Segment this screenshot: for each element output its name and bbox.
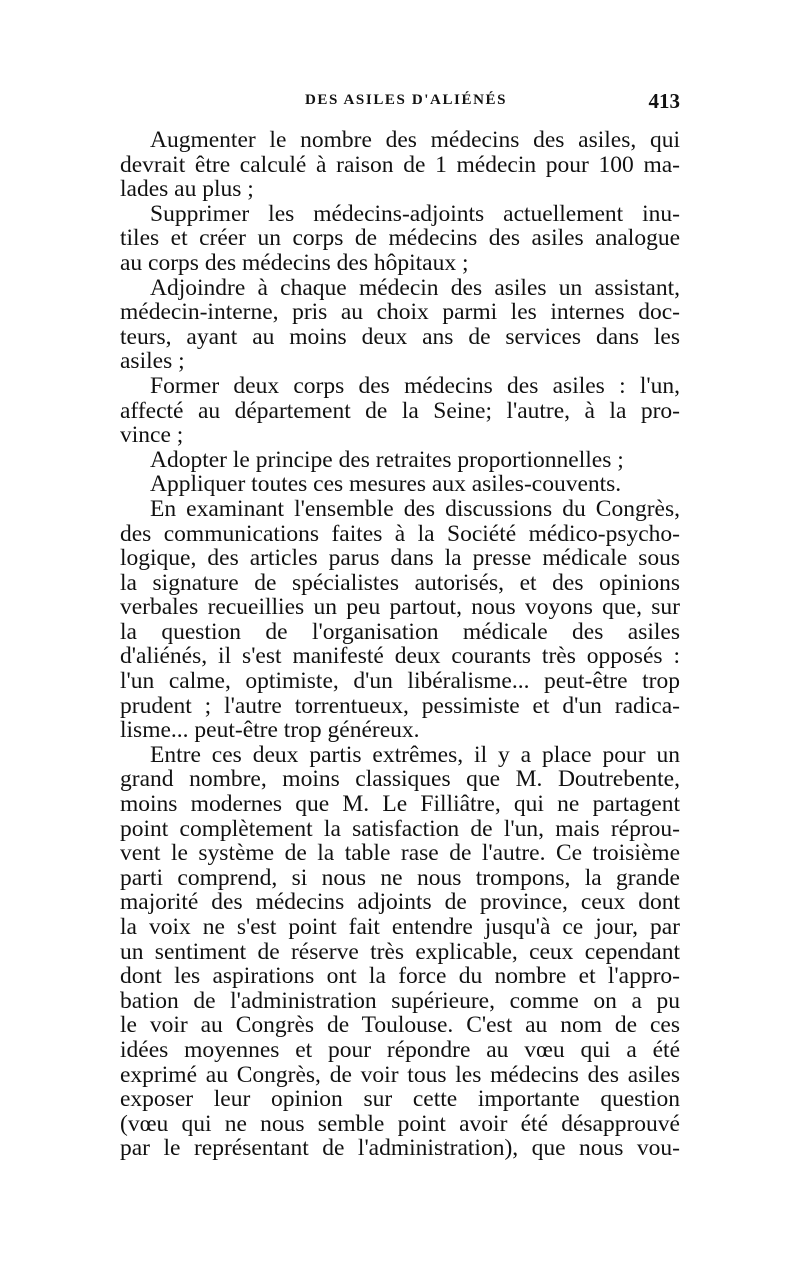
text-line: moins modernes que M. Le Filliâtre, qui ne partagent — [120, 791, 680, 818]
text-line: verbales recueillies un peu partout, nous voyons que, sur — [120, 594, 680, 621]
text-line: affecté au département de la Seine; l'autre, à la pro- — [120, 397, 680, 424]
page-body-text — [120, 128, 680, 1161]
text-line: exprimé au Congrès, de voir tous les médecins des asiles — [120, 1061, 680, 1088]
text-line: un sentiment de réserve très explicable, ceux cependant — [120, 938, 680, 965]
text-line: En examinant l'ensemble des discussions du Congrès, — [150, 495, 680, 522]
text-line: prudent ; l'autre torrentueux, pessimiste et d'un radica- — [120, 692, 680, 719]
text-line: la signature de spécialistes autorisés, et des opinions — [120, 569, 680, 596]
text-line: Supprimer les médecins-adjoints actuellement inu- — [150, 200, 680, 227]
text-line: parti comprend, si nous ne nous trompons, la grande — [120, 864, 680, 891]
text-line: médecin-interne, pris au choix parmi les internes doc- — [120, 299, 680, 326]
text-line: lades au plus ; — [120, 176, 254, 203]
text-line: au corps des médecins des hôpitaux ; — [120, 249, 469, 276]
text-line: bation de l'administration supérieure, comme on a pu — [120, 987, 680, 1014]
text-line: le voir au Congrès de Toulouse. C'est au nom de ces — [120, 1012, 680, 1039]
text-line: Former deux corps des médecins des asiles : l'un, — [150, 372, 680, 399]
text-line: dont les aspirations ont la force du nombre et l'appro- — [120, 963, 680, 990]
text-line: point complètement la satisfaction de l'un, mais réprou- — [120, 815, 680, 842]
text-line: la voix ne s'est point fait entendre jusqu'à ce jour, par — [120, 914, 680, 940]
text-line: par le représentant de l'administration), que nous vou- — [120, 1135, 680, 1162]
text-line: grand nombre, moins classiques que M. Doutrebente, — [120, 766, 680, 793]
text-line: Adopter le principe des retraites proportionnelles ; — [150, 446, 624, 473]
text-line: devrait être calculé à raison de 1 médecin pour 100 ma- — [120, 151, 680, 178]
text-line: vince ; — [120, 422, 184, 449]
text-line: Entre ces deux partis extrêmes, il y a place pour un — [150, 741, 680, 768]
text-line: Augmenter le nombre des médecins des asiles, qui — [150, 127, 680, 153]
text-line: teurs, ayant au moins deux ans de services dans les — [120, 323, 680, 350]
text-line: exposer leur opinion sur cette importante question — [120, 1086, 680, 1113]
page-header — [120, 89, 680, 118]
text-line: vent le système de la table rase de l'autre. Ce troisième — [120, 840, 680, 867]
page-number: 413 — [648, 89, 680, 113]
text-line: Appliquer toutes ces mesures aux asiles-couvents. — [150, 471, 622, 498]
text-line: l'un calme, optimiste, d'un libéralisme... peut-être trop — [120, 668, 680, 695]
text-line: majorité des médecins adjoints de province, ceux dont — [120, 889, 680, 916]
text-line: d'aliénés, il s'est manifesté deux courants très opposés : — [120, 643, 680, 670]
text-line: la question de l'organisation médicale des asiles — [120, 618, 680, 645]
text-line: (vœu qui ne nous semble point avoir été désapprouvé — [120, 1110, 680, 1137]
text-line: lisme... peut-être trop généreux. — [120, 717, 420, 744]
text-line: asiles ; — [120, 348, 185, 375]
text-line: idées moyennes et pour répondre au vœu qui a été — [120, 1036, 680, 1063]
text-line: Adjoindre à chaque médecin des asiles un assistant, — [150, 274, 680, 301]
text-line: tiles et créer un corps de médecins des asiles analogue — [120, 225, 680, 252]
text-line: des communications faites à la Société médico-psycho- — [120, 520, 680, 547]
running-head: DES ASILES D'ALIÉNÉS — [305, 92, 508, 108]
text-line: logique, des articles parus dans la presse médicale sous — [120, 545, 680, 572]
